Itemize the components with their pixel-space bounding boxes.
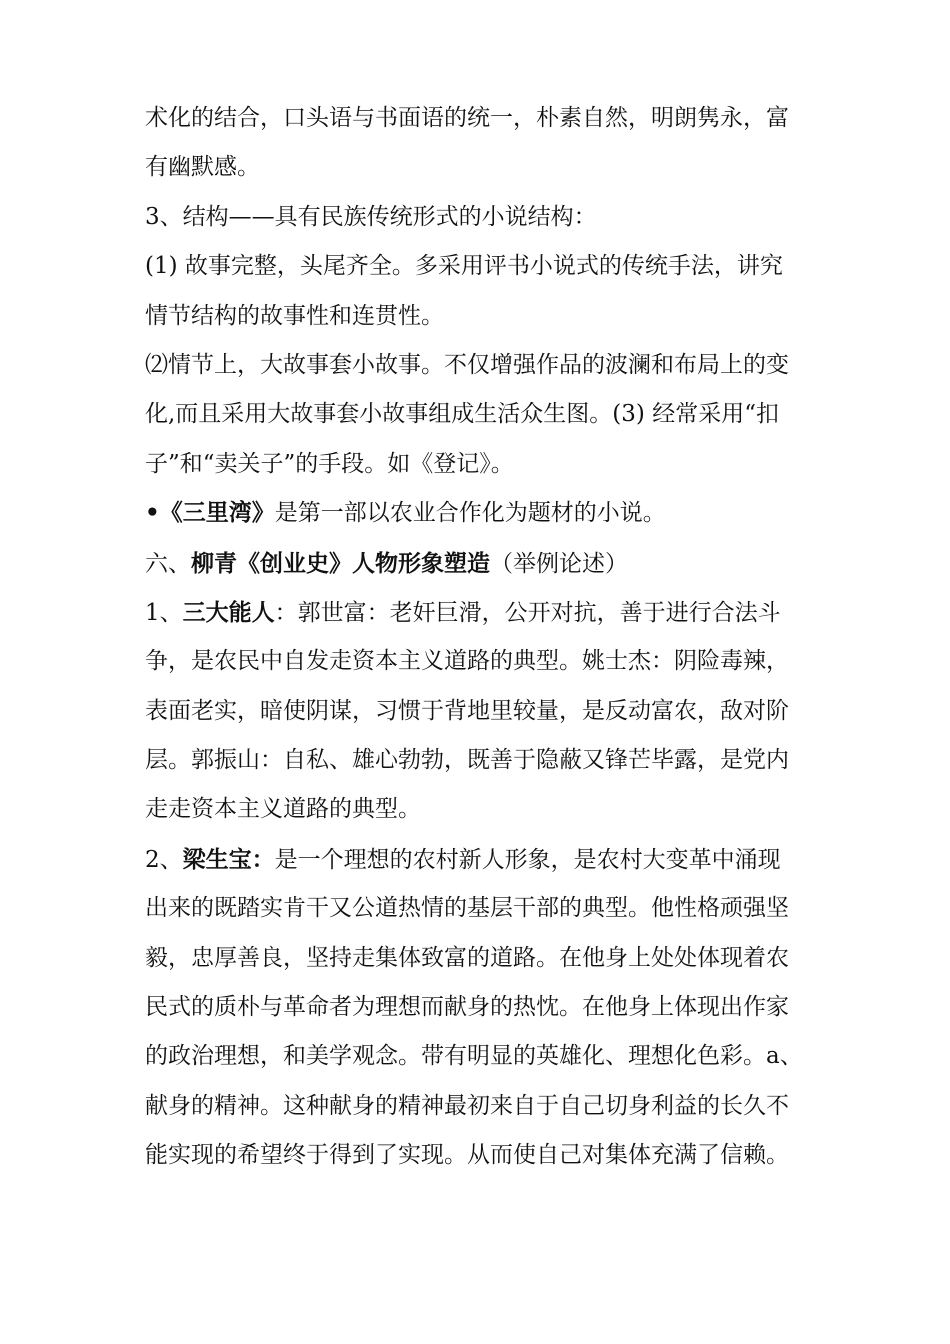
text-line <box>145 292 825 341</box>
text-line <box>145 588 825 637</box>
text-segment: 民式的质朴与革命者为理想而献身的热忱。在他身上体现出作家 <box>145 994 789 1021</box>
text-segment: ⑵情节上，大故事套小故事。不仅增强作品的波澜和布局上的变 <box>145 351 789 378</box>
text-line <box>145 835 825 884</box>
text-segment: 术化的结合，口头语与书面语的统一，朴素自然，明朗隽永，富 <box>145 105 789 131</box>
text-line <box>145 637 825 686</box>
text-line <box>145 390 825 439</box>
bold-text-segment: 梁生宝： <box>182 845 275 873</box>
text-line <box>145 341 825 390</box>
text-segment: 3、结构——具有民族传统形式的小说结构： <box>145 203 597 230</box>
text-line <box>145 440 825 489</box>
text-segment: 是一个理想的农村新人形象，是农村大变革中涌现 <box>274 846 781 873</box>
text-segment: 六、 <box>145 550 191 577</box>
text-segment: ：郭世富：老奸巨滑，公开对抗，善于进行合法斗 <box>274 599 781 626</box>
text-segment: 1、 <box>145 599 183 626</box>
text-segment: (1) 故事完整，头尾齐全。多采用评书小说式的传统手法，讲究 <box>145 253 783 280</box>
text-line <box>145 884 825 933</box>
text-line <box>145 489 825 538</box>
text-segment: 层。郭振山：自私、雄心勃勃，既善于隐蔽又锋芒毕露，是党内 <box>145 747 789 774</box>
text-segment: 表面老实，暗使阴谋，习惯于背地里较量，是反动富农，敌对阶 <box>145 697 789 724</box>
text-line <box>145 736 825 785</box>
text-segment: 能实现的希望终于得到了实现。从而使自己对集体充满了信赖。 <box>145 1142 789 1169</box>
text-segment: 争，是农民中自发走资本主义道路的典型。姚士杰：阴险毒辣， <box>145 648 789 675</box>
text-segment: 是第一部以农业合作化为题材的小说。 <box>274 500 666 527</box>
text-line <box>145 785 825 834</box>
text-segment: 情节结构的故事性和连贯性。 <box>145 302 444 329</box>
text-segment: （举例论述） <box>490 550 628 577</box>
text-line <box>145 1032 825 1081</box>
text-segment: 毅，忠厚善良，坚持走集体致富的道路。在他身上处处体现着农 <box>145 944 789 971</box>
text-line <box>145 242 825 291</box>
text-line <box>145 1131 825 1180</box>
text-line <box>145 94 825 143</box>
bold-text-segment: 柳青《创业史》人物形象塑造 <box>191 549 490 577</box>
text-segment: 有幽默感。 <box>145 154 260 181</box>
text-line <box>145 934 825 983</box>
text-line <box>145 687 825 736</box>
text-segment: 子”和“卖关子”的手段。如《登记》。 <box>145 450 514 477</box>
text-segment: 化,而且采用大故事套小故事组成生活众生图。(3) 经常采用“扣 <box>145 401 779 428</box>
bold-text-segment: 三大能人 <box>182 598 275 626</box>
document-body <box>145 94 825 1181</box>
text-line <box>145 539 825 588</box>
text-line <box>145 1082 825 1131</box>
text-line <box>145 193 825 242</box>
text-segment: 献身的精神。这种献身的精神最初来自于自己切身利益的长久不 <box>145 1092 789 1119</box>
text-line <box>145 983 825 1032</box>
bold-text-segment: •《三里湾》 <box>145 500 275 527</box>
text-segment: 2、 <box>145 846 183 873</box>
text-segment: 的政治理想，和美学观念。带有明显的英雄化、理想化色彩。a、 <box>145 1043 803 1070</box>
text-segment: 走走资本主义道路的典型。 <box>145 796 421 823</box>
text-line <box>145 143 825 192</box>
text-segment: 出来的既踏实肯干又公道热情的基层干部的典型。他性格顽强坚 <box>145 895 789 922</box>
